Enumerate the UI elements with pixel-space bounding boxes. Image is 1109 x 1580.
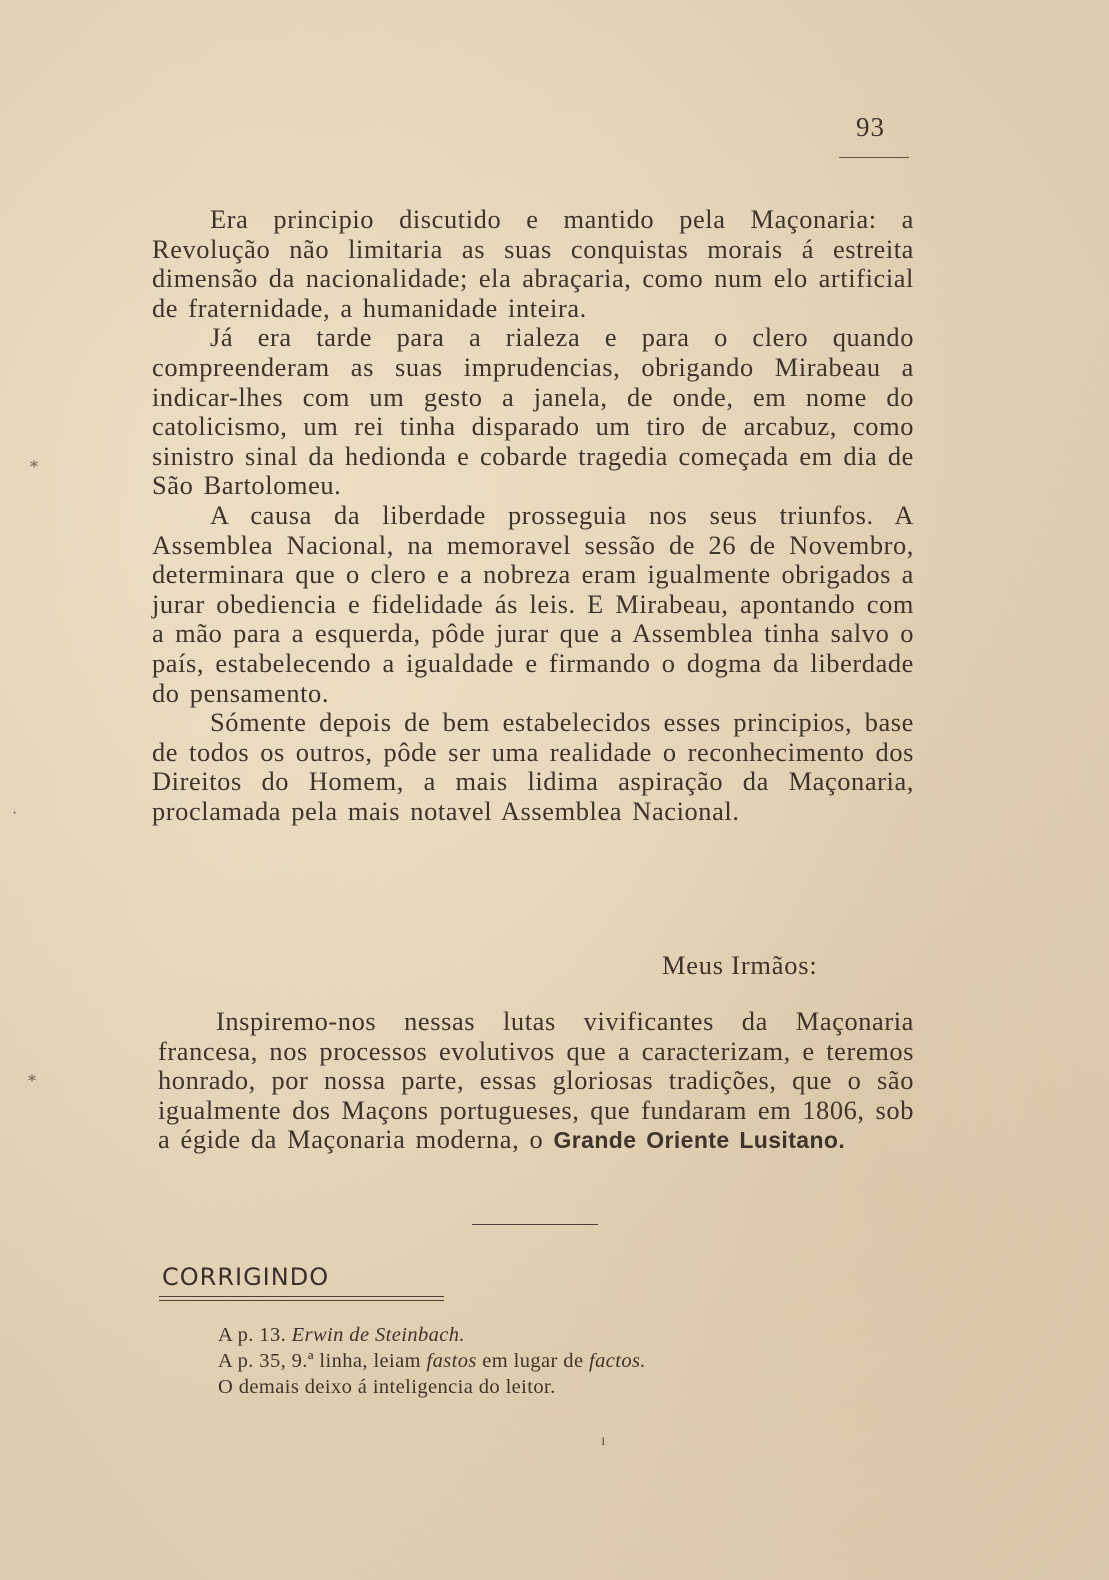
header-rule — [839, 157, 909, 158]
margin-speck: · — [12, 805, 18, 822]
paragraph: Era principio discutido e mantido pela Maçonaria: a Revolução não limitaria as suas conquistas morais á estreita dimensão da nacionalidade; ela abraçaria, como num elo artificial de fraternidade, a humanidade inteira. — [152, 204, 914, 323]
closing-paragraph — [158, 1007, 914, 1156]
paragraph: Já era tarde para a rialeza e para o clero quando compreenderam as suas imprudencias, obrigando Mirabeau a indicar-lhes com um gesto a janela, de onde, em nome do catolicismo, um rei tinha disparado um tiro de arcabuz, como sinistro sinal da hedionda e cobarde tragedia começada em dia de São Bartolomeu. — [152, 322, 914, 501]
page-number: 93 — [856, 112, 885, 142]
errata-ref: A p. 13. — [218, 1324, 287, 1346]
main-text — [152, 205, 914, 826]
margin-speck: ı — [601, 1432, 606, 1449]
errata-title-underline — [159, 1296, 444, 1301]
errata-correction: Erwin de Steinbach. — [291, 1324, 465, 1346]
salutation: Meus Irmãos: — [662, 950, 818, 980]
paragraph: Sómente depois de bem estabelecidos esses principios, base de todos os outros, pôde ser uma realidade o reconhecimento dos Direitos do Homem, a mais lidima aspiração da Maçonaria, proclamada pela mais notavel Assemblea Nacional. — [152, 707, 914, 826]
errata-title: CORRIGINDO — [162, 1263, 330, 1291]
errata-connector: em lugar de — [482, 1350, 584, 1372]
errata-original: factos. — [589, 1350, 646, 1372]
errata-list — [218, 1322, 646, 1400]
errata-line — [218, 1322, 646, 1348]
errata-line: O demais deixo á inteligencia do leitor. — [218, 1376, 556, 1398]
grande-oriente-lusitano: Grande Oriente Lusitano. — [553, 1127, 846, 1154]
errata-line — [218, 1348, 646, 1374]
closing-text: Inspiremo-nos nessas lutas vivificantes da Maçonaria francesa, nos processos evolutivos que a caracterizam, e teremos honrado, por nossa parte, essas gloriosas tradições, que o são igualmente dos Maçons portugueses, que fundaram em 1806, sob a égide da Maçonaria moderna, o — [158, 1006, 914, 1155]
margin-speck: ⁎ — [28, 1068, 36, 1085]
section-separator — [472, 1224, 598, 1225]
closing-text-block — [158, 1007, 914, 1156]
errata-ref: A p. 35, 9.ª linha, leiam — [218, 1350, 421, 1372]
errata-correction: fastos — [426, 1350, 477, 1372]
margin-speck: ⁎ — [30, 454, 38, 471]
paragraph: A causa da liberdade prosseguia nos seus triunfos. A Assemblea Nacional, na memoravel sessão de 26 de Novembro, determinara que o clero e a nobreza eram igualmente obrigados a jurar obediencia e fidelidade ás leis. E Mirabeau, apontando com a mão para a esquerda, pôde jurar que a Assemblea tinha salvo o país, estabelecendo a igualdade e firmando o dogma da liberdade do pensamento. — [152, 499, 914, 708]
